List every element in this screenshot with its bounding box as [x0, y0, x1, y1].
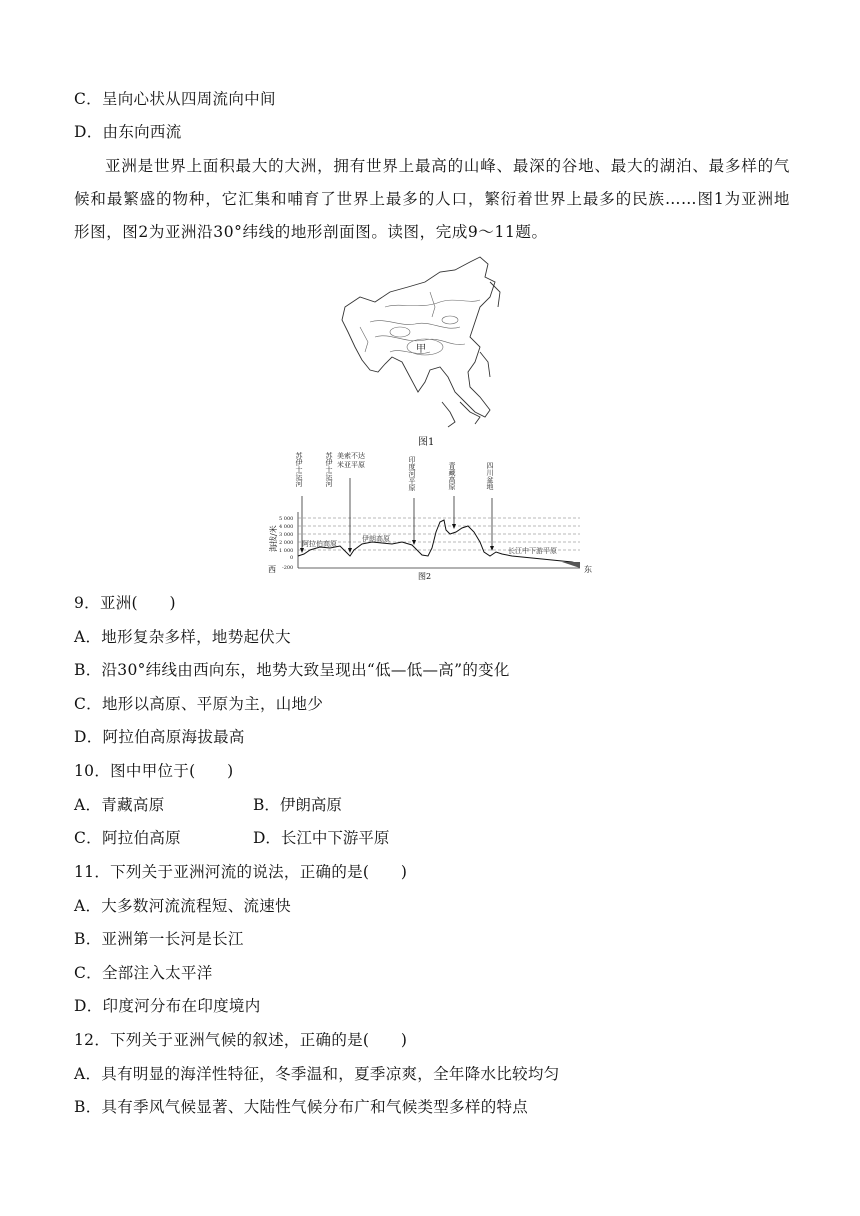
q10-option-c: C．阿拉伯高原 — [74, 829, 181, 847]
q11-stem: 11．下列关于亚洲河流的说法，正确的是( ) — [74, 863, 408, 881]
top-label-mesopotamia: 美索不达米亚平原 — [337, 452, 365, 469]
q12-option-b: B．具有季风气候显著、大陆性气候分布广和气候类型多样的特点 — [74, 1098, 529, 1116]
q10-option-a: A．青藏高原 — [74, 796, 165, 814]
top-label-indus-plain: 印度河平原 — [408, 456, 416, 491]
label-arabian-plateau: 阿拉伯高原 — [302, 540, 337, 548]
label-yangtze-plain: 长江中下游平原 — [508, 547, 557, 555]
y-tick-1000: 1 000 — [279, 548, 294, 554]
q9-stem: 9．亚洲( ) — [74, 594, 176, 612]
y-tick-4000: 4 000 — [279, 524, 294, 530]
top-label-suez-canal: 苏伊士运河 — [295, 452, 303, 487]
top-label-tibet-plateau: 青藏高原 — [448, 462, 456, 490]
q12-stem: 12．下列关于亚洲气候的叙述，正确的是( ) — [74, 1031, 408, 1049]
west-label: 西 — [268, 565, 276, 574]
q11-option-d: D．印度河分布在印度境内 — [74, 997, 261, 1015]
option-c-prev: C．呈向心状从四周流向中间 — [74, 90, 276, 108]
q11-option-b: B．亚洲第一长河是长江 — [74, 930, 244, 948]
figure2-caption: 图2 — [418, 572, 432, 581]
q9-option-c: C．地形以高原、平原为主，山地少 — [74, 695, 324, 713]
q10-option-d: D．长江中下游平原 — [253, 829, 390, 847]
y-axis-label: 海拔/米 — [269, 525, 278, 552]
q9-option-d: D．阿拉伯高原海拔最高 — [74, 728, 245, 746]
option-d-prev: D．由东向西流 — [74, 123, 182, 141]
figure1-caption: 图1 — [418, 437, 435, 448]
q9-option-b: B．沿30°纬线由西向东，地势大致呈现出“低—低—高”的变化 — [74, 661, 510, 679]
q9-option-a: A．地形复杂多样，地势起伏大 — [74, 628, 291, 646]
top-label-sichuan-basin: 四川盆地 — [486, 462, 494, 490]
passage-text: 亚洲是世界上面积最大的大洲，拥有世界上最高的山峰、最深的谷地、最大的湖泊、最多样的气候和最繁盛的物种，它汇集和哺育了世界上最多的人口，繁衍着世界上最多的民族……图1为亚洲地形图，图2为亚洲沿30°纬线的地形剖面图。读图，完成9～11题。 — [74, 157, 790, 241]
label-iran-plateau: 伊朗高原 — [362, 535, 390, 543]
figure1-asia-map — [330, 252, 530, 452]
q10-stem: 10．图中甲位于( ) — [74, 762, 234, 780]
y-tick-3000: 3 000 — [279, 532, 294, 538]
label-suez: 苏伊士运河 — [298, 452, 333, 460]
east-label: 东 — [584, 565, 592, 574]
q10-option-b: B．伊朗高原 — [253, 796, 342, 814]
figure2-profile — [262, 452, 598, 582]
q11-option-c: C．全部注入太平洋 — [74, 964, 213, 982]
y-tick-5000: 5 000 — [279, 516, 294, 522]
q11-option-a: A．大多数河流流程短、流速快 — [74, 897, 291, 915]
figure1-marker: 甲 — [416, 344, 426, 355]
y-tick-0: 0 — [290, 555, 294, 561]
y-tick-neg200: -200 — [282, 565, 294, 571]
q12-option-a: A．具有明显的海洋性特征，冬季温和，夏季凉爽，全年降水比较均匀 — [74, 1065, 560, 1083]
y-tick-2000: 2 000 — [279, 540, 294, 546]
